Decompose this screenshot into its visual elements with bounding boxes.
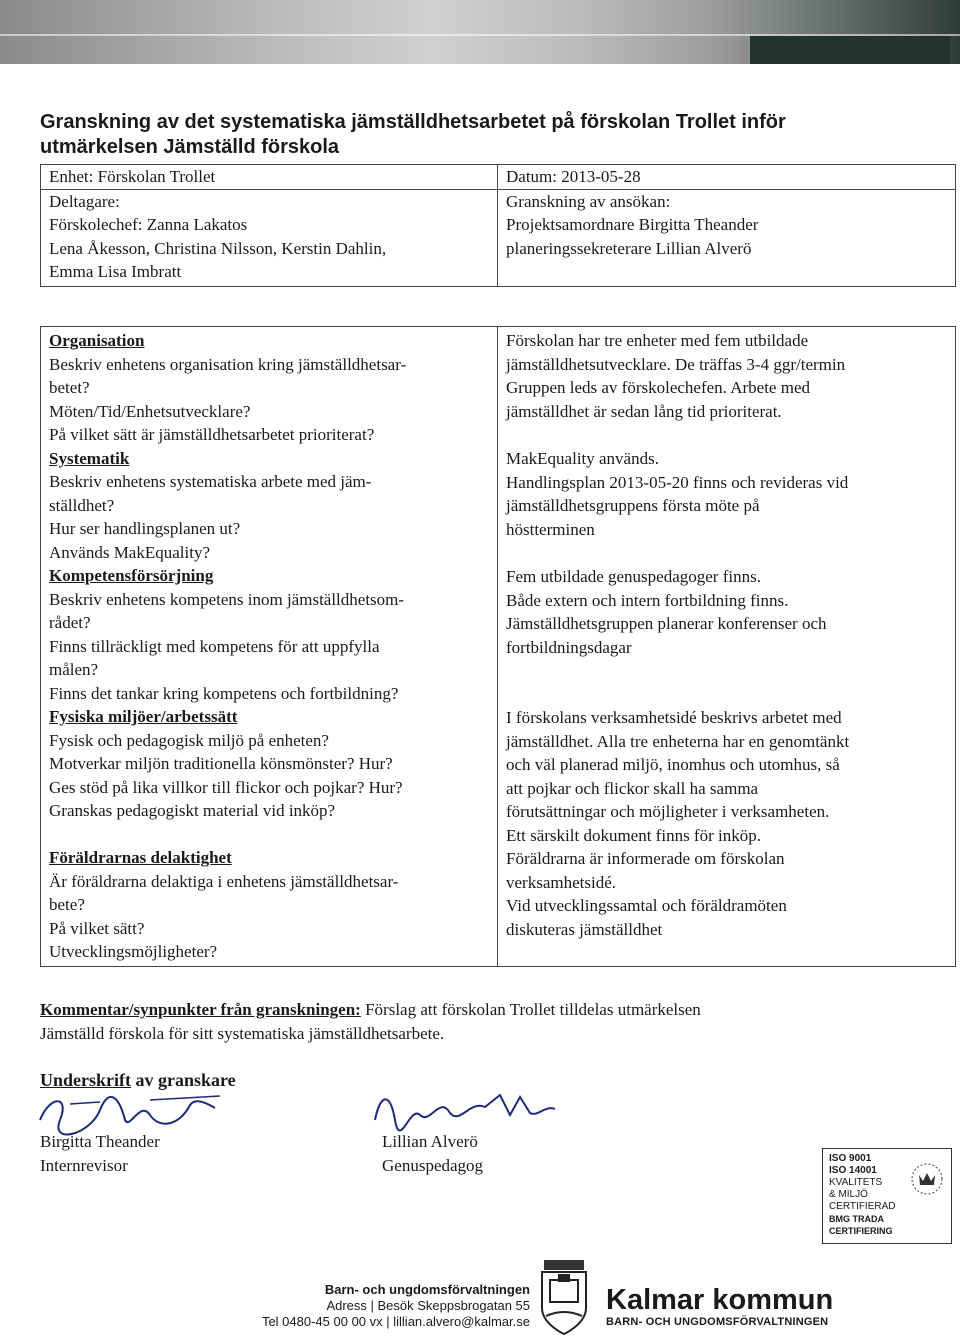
cert-line-4: & MILJÖ bbox=[829, 1189, 868, 1200]
answer-line: fortbildningsdagar bbox=[506, 637, 632, 657]
section-heading: Föräldrarnas delaktighet bbox=[49, 848, 232, 867]
scanned-top-bar bbox=[0, 0, 960, 64]
question-line: Finns det tankar kring kompetens och fortbildning? bbox=[49, 683, 399, 703]
footer-address-line: Adress | Besök Skeppsbrogatan 55 bbox=[326, 1298, 530, 1313]
answer-line: Handlingsplan 2013-05-20 finns och revideras vid bbox=[506, 472, 849, 492]
signature-left-role: Internrevisor bbox=[40, 1156, 128, 1175]
cert-line-5: CERTIFIERAD bbox=[829, 1201, 896, 1212]
answer-line: Både extern och intern fortbildning finns. bbox=[506, 590, 789, 610]
unit: Enhet: Förskolan Trollet bbox=[49, 167, 216, 186]
participant-line: Lena Åkesson, Christina Nilsson, Kerstin Dahlin, bbox=[49, 238, 387, 258]
section-heading: Systematik bbox=[49, 448, 130, 468]
kalmar-crest-icon bbox=[536, 1258, 592, 1336]
answer-line: Gruppen leds av förskolechefen. Arbete med bbox=[506, 378, 810, 397]
date: Datum: 2013-05-28 bbox=[506, 167, 641, 186]
brand-name: Kalmar kommun bbox=[606, 1284, 834, 1316]
question-line: Motverkar miljön traditionella könsmönster? Hur? bbox=[49, 754, 393, 773]
signature-left bbox=[40, 1130, 160, 1178]
participant-line: Deltagare: bbox=[49, 191, 120, 211]
question-line: Fysisk och pedagogisk miljö på enheten? bbox=[49, 730, 329, 750]
question-line: Utvecklingsmöjligheter? bbox=[49, 942, 218, 961]
question-line: bete? bbox=[49, 895, 85, 914]
section-heading: Organisation bbox=[49, 331, 145, 350]
answer-line: Vid utvecklingssamtal och föräldramöten bbox=[506, 896, 787, 915]
answer-line: jämställdhetsutvecklare. De träffas 3-4 ggr/termin bbox=[506, 354, 846, 374]
date-cell bbox=[498, 165, 956, 190]
questions-column bbox=[41, 327, 498, 967]
answer-line: jämställdhet är sedan lång tid prioriterat. bbox=[506, 401, 782, 421]
signature-right bbox=[382, 1130, 483, 1178]
question-line: Beskriv enhetens systematiska arbete med jäm- bbox=[49, 472, 372, 491]
footer-contact: Tel 0480-45 00 00 vx | lillian.alvero@kalmar.se bbox=[261, 1314, 530, 1329]
certification-badge bbox=[822, 1148, 952, 1244]
answer-line: MakEquality används. bbox=[506, 449, 659, 468]
section-answer bbox=[506, 329, 947, 447]
answer-line: och väl planerad miljö, inomhus och utomhus, så bbox=[506, 755, 840, 774]
answer-line: Ett särskilt dokument finns för inköp. bbox=[506, 825, 761, 845]
signature-heading-rest: av granskare bbox=[131, 1070, 236, 1090]
question-line: Beskriv enhetens organisation kring jämställdhetsar- bbox=[49, 354, 407, 374]
section-answer bbox=[506, 565, 947, 706]
question-line: Finns tillräckligt med kompetens för att uppfylla bbox=[49, 636, 380, 656]
question-line: Används MakEquality? bbox=[49, 542, 210, 562]
section-answer bbox=[506, 706, 947, 847]
question-line: ställdhet? bbox=[49, 495, 115, 515]
section-answer bbox=[506, 447, 947, 565]
question-line: målen? bbox=[49, 660, 99, 679]
section-questions bbox=[49, 705, 489, 846]
comment-text-2: Jämställd förskola för sitt systematiska jämställdhetsarbete. bbox=[40, 1024, 445, 1043]
participant-line: Förskolechef: Zanna Lakatos bbox=[49, 215, 248, 234]
section-questions bbox=[49, 329, 489, 447]
section-heading: Fysiska miljöer/arbetssätt bbox=[49, 707, 238, 726]
reviewer-line: Projektsamordnare Birgitta Theander bbox=[506, 215, 759, 234]
signature-lillian bbox=[370, 1085, 560, 1135]
participants-cell bbox=[41, 189, 498, 286]
answer-line: verksamhetsidé. bbox=[506, 872, 616, 892]
section-questions bbox=[49, 846, 489, 964]
answer-line: höstterminen bbox=[506, 519, 595, 539]
section-heading: Kompetensförsörjning bbox=[49, 566, 214, 585]
signature-heading bbox=[40, 1070, 236, 1091]
answer-line: Fem utbildade genuspedagoger finns. bbox=[506, 567, 761, 586]
comment-label: Kommentar/synpunkter från granskningen: bbox=[40, 1000, 361, 1019]
signature-right-name: Lillian Alverö bbox=[382, 1132, 478, 1151]
review-comment bbox=[40, 998, 920, 1046]
cert-line-6: BMG TRADA CERTIFIERING bbox=[829, 1214, 893, 1236]
answer-line: jämställdhet. Alla tre enheterna har en genomtänkt bbox=[506, 731, 850, 751]
signature-right-role: Genuspedagog bbox=[382, 1156, 484, 1175]
header-table bbox=[40, 164, 956, 287]
answer-line: förutsättningar och möjligheter i verksamheten. bbox=[506, 802, 830, 821]
review-table bbox=[40, 326, 956, 967]
kalmar-brand bbox=[606, 1284, 833, 1328]
question-line: Möten/Tid/Enhetsutvecklare? bbox=[49, 401, 251, 421]
question-line: På vilket sätt är jämställdhetsarbetet prioriterat? bbox=[49, 425, 375, 444]
reviewers-cell bbox=[498, 189, 956, 286]
crown-seal-icon bbox=[909, 1159, 945, 1199]
answer-line: att pojkar och flickor skall ha samma bbox=[506, 778, 759, 798]
answer-line: Föräldrarna är informerade om förskolan bbox=[506, 849, 785, 868]
section-answer bbox=[506, 847, 947, 965]
answer-line: jämställdhetsgruppens första möte på bbox=[506, 496, 760, 515]
answer-line: diskuteras jämställdhet bbox=[506, 919, 663, 939]
participant-line: Emma Lisa Imbratt bbox=[49, 262, 182, 281]
question-line: rådet? bbox=[49, 613, 91, 632]
signature-left-name: Birgitta Theander bbox=[40, 1132, 160, 1151]
question-line: På vilket sätt? bbox=[49, 918, 145, 938]
answers-column bbox=[498, 327, 956, 967]
signature-heading-underlined: Underskrift bbox=[40, 1070, 131, 1090]
question-line: Ges stöd på lika villkor till flickor och pojkar? Hur? bbox=[49, 777, 403, 797]
answer-line: Förskolan har tre enheter med fem utbildade bbox=[506, 331, 809, 350]
page-title: Granskning av det systematiska jämställdhetsarbetet på förskolan Trollet inför utmärkelsen Jämställd förskola bbox=[40, 111, 786, 158]
top-bar-dark-block bbox=[750, 36, 950, 64]
question-line: Är föräldrarna delaktiga i enhetens jämställdhetsar- bbox=[49, 871, 399, 891]
cert-line-2: ISO 14001 bbox=[829, 1165, 877, 1176]
cert-line-3: KVALITETS bbox=[829, 1177, 883, 1188]
unit-cell bbox=[41, 165, 498, 190]
footer-address bbox=[200, 1282, 530, 1330]
section-questions bbox=[49, 564, 489, 705]
question-line: Hur ser handlingsplanen ut? bbox=[49, 519, 241, 538]
reviewer-line: planeringssekreterare Lillian Alverö bbox=[506, 238, 752, 258]
footer-dept: Barn- och ungdomsförvaltningen bbox=[324, 1282, 530, 1297]
question-line: betet? bbox=[49, 378, 90, 397]
question-line: Granskas pedagogiskt material vid inköp? bbox=[49, 801, 336, 820]
question-line: Beskriv enhetens kompetens inom jämställdhetsom- bbox=[49, 589, 405, 609]
section-questions bbox=[49, 447, 489, 565]
answer-line: I förskolans verksamhetsidé beskrivs arbetet med bbox=[506, 708, 842, 727]
brand-sub: BARN- OCH UNGDOMSFÖRVALTNINGEN bbox=[606, 1316, 829, 1328]
reviewer-line: Granskning av ansökan: bbox=[506, 191, 671, 211]
answer-line: Jämställdhetsgruppen planerar konferenser och bbox=[506, 614, 827, 633]
cert-line-1: ISO 9001 bbox=[829, 1153, 872, 1164]
comment-text-1: Förslag att förskolan Trollet tilldelas utmärkelsen bbox=[360, 1000, 701, 1019]
